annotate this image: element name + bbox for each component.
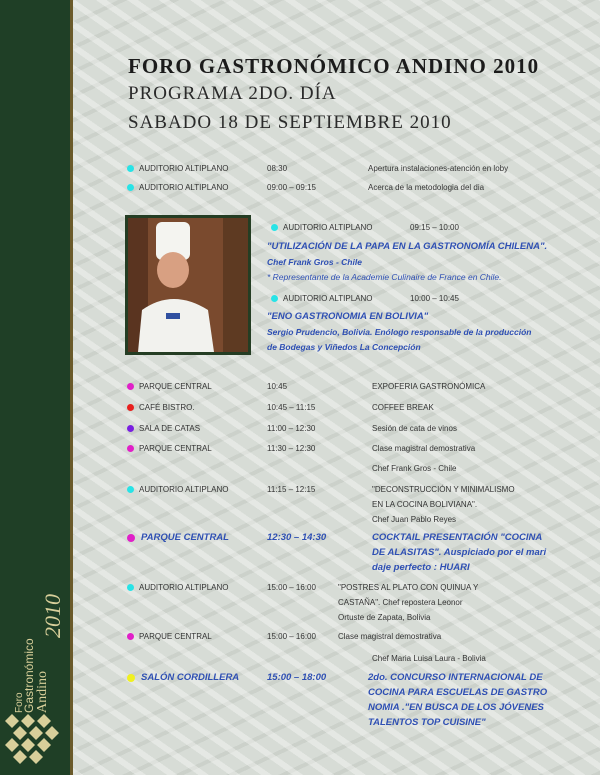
venue: AUDITORIO ALTIPLANO — [139, 183, 229, 192]
description: Ortuste de Zapata, Bolivia — [338, 613, 431, 622]
description: Clase magistral demostrativa — [338, 632, 442, 641]
description: TALENTOS TOP CUISINE" — [368, 717, 486, 728]
time: 11:30 – 12:30 — [267, 444, 316, 453]
time: 11:15 – 12:15 — [267, 485, 316, 494]
description: CASTAÑA". Chef repostera Leonor — [338, 598, 463, 607]
magenta-bullet-icon — [127, 534, 135, 542]
venue: SALÓN CORDILLERA — [141, 672, 240, 683]
page-title: FORO GASTRONÓMICO ANDINO 2010 — [128, 54, 540, 78]
session-title: "ENO GASTRONOMIA EN BOLIVIA" — [267, 311, 429, 322]
cyan-bullet-icon — [127, 486, 134, 493]
date-subtitle: SABADO 18 DE SEPTIEMBRE 2010 — [128, 112, 452, 133]
venue: SALA DE CATAS — [139, 424, 201, 433]
time: 10:00 – 10:45 — [410, 294, 459, 303]
venue: AUDITORIO ALTIPLANO — [283, 223, 373, 232]
magenta-bullet-icon — [127, 633, 134, 640]
description: Sesión de cata de vinos — [372, 424, 457, 433]
time: 08:30 — [267, 164, 288, 173]
time: 10:45 – 11:15 — [267, 403, 316, 412]
description: NOMIA ."EN BUSCA DE LOS JÓVENES — [368, 702, 544, 713]
description: EXPOFERIA GASTRONÓMICA — [372, 382, 486, 391]
description: Acerca de la metodologia del dia — [368, 183, 485, 192]
logo-line2: Gastronómico — [22, 638, 36, 713]
venue: PARQUE CENTRAL — [139, 632, 212, 641]
description: daje perfecto : HUARI — [372, 562, 470, 573]
description: COCINA PARA ESCUELAS DE GASTRO — [368, 687, 548, 698]
venue: PARQUE CENTRAL — [139, 382, 212, 391]
cyan-bullet-icon — [271, 224, 278, 231]
description: Chef Juan Pablo Reyes — [372, 515, 457, 524]
event-logo — [8, 545, 66, 715]
time: 15:00 – 16:00 — [267, 632, 316, 641]
session-title: "UTILIZACIÓN DE LA PAPA EN LA GASTRONOMÍA CHILENA". — [267, 241, 548, 252]
purple-bullet-icon — [127, 425, 134, 432]
description: "POSTRES AL PLATO CON QUINUA Y — [338, 583, 479, 592]
venue: AUDITORIO ALTIPLANO — [139, 583, 229, 592]
logo-line1: Foro — [14, 692, 25, 713]
chef-photo — [125, 215, 251, 355]
description: 2do. CONCURSO INTERNACIONAL DE — [368, 672, 543, 683]
venue: AUDITORIO ALTIPLANO — [139, 164, 229, 173]
description: Clase magistral demostrativa — [372, 444, 476, 453]
description: "DECONSTRUCCIÓN Y MINIMALISMO — [372, 485, 515, 494]
cyan-bullet-icon — [127, 184, 134, 191]
logo-line3: Andino — [35, 671, 50, 713]
description-speaker: Chef Frank Gros - Chile — [372, 464, 457, 473]
time: 11:00 – 12:30 — [267, 424, 316, 433]
description: Apertura instalaciones-atención en loby — [368, 164, 509, 173]
venue: PARQUE CENTRAL — [139, 444, 212, 453]
venue: CAFÉ BISTRO. — [139, 403, 195, 412]
time: 15:00 – 18:00 — [267, 672, 327, 683]
diamond-pattern-icon — [2, 712, 70, 772]
cyan-bullet-icon — [127, 165, 134, 172]
description: DE ALASITAS". Auspiciado por el mari — [372, 547, 547, 558]
description: COFFEE BREAK — [372, 403, 434, 412]
time: 10:45 — [267, 382, 288, 391]
magenta-bullet-icon — [127, 383, 134, 390]
sidebar — [0, 0, 73, 775]
time: 15:00 – 16:00 — [267, 583, 316, 592]
speaker: Chef Frank Gros - Chile — [267, 257, 362, 267]
time: 12:30 – 14:30 — [267, 532, 327, 543]
time: 09:15 – 10:00 — [410, 223, 459, 232]
program-subtitle: PROGRAMA 2DO. DÍA — [128, 83, 337, 104]
description: COCKTAIL PRESENTACIÓN "COCINA — [372, 532, 543, 543]
red-bullet-icon — [127, 404, 134, 411]
venue: PARQUE CENTRAL — [141, 532, 229, 543]
venue: AUDITORIO ALTIPLANO — [139, 485, 229, 494]
speaker: Sergio Prudencio, Bolivia. Enólogo responsable de la producción — [267, 327, 532, 337]
speaker-note: * Representante de la Academie Culinaire de France en Chile. — [267, 272, 502, 282]
magenta-bullet-icon — [127, 445, 134, 452]
logo-year: 2010 — [40, 594, 65, 638]
venue: AUDITORIO ALTIPLANO — [283, 294, 373, 303]
description-speaker: Chef Maria Luisa Laura - Bolivia — [372, 654, 486, 663]
time: 09:00 – 09:15 — [267, 183, 316, 192]
speaker-note: de Bodegas y Viñedos La Concepción — [267, 342, 421, 352]
yellow-bullet-icon — [127, 674, 135, 682]
description: EN LA COCINA BOLIVIANA". — [372, 500, 478, 509]
cyan-bullet-icon — [271, 295, 278, 302]
cyan-bullet-icon — [127, 584, 134, 591]
